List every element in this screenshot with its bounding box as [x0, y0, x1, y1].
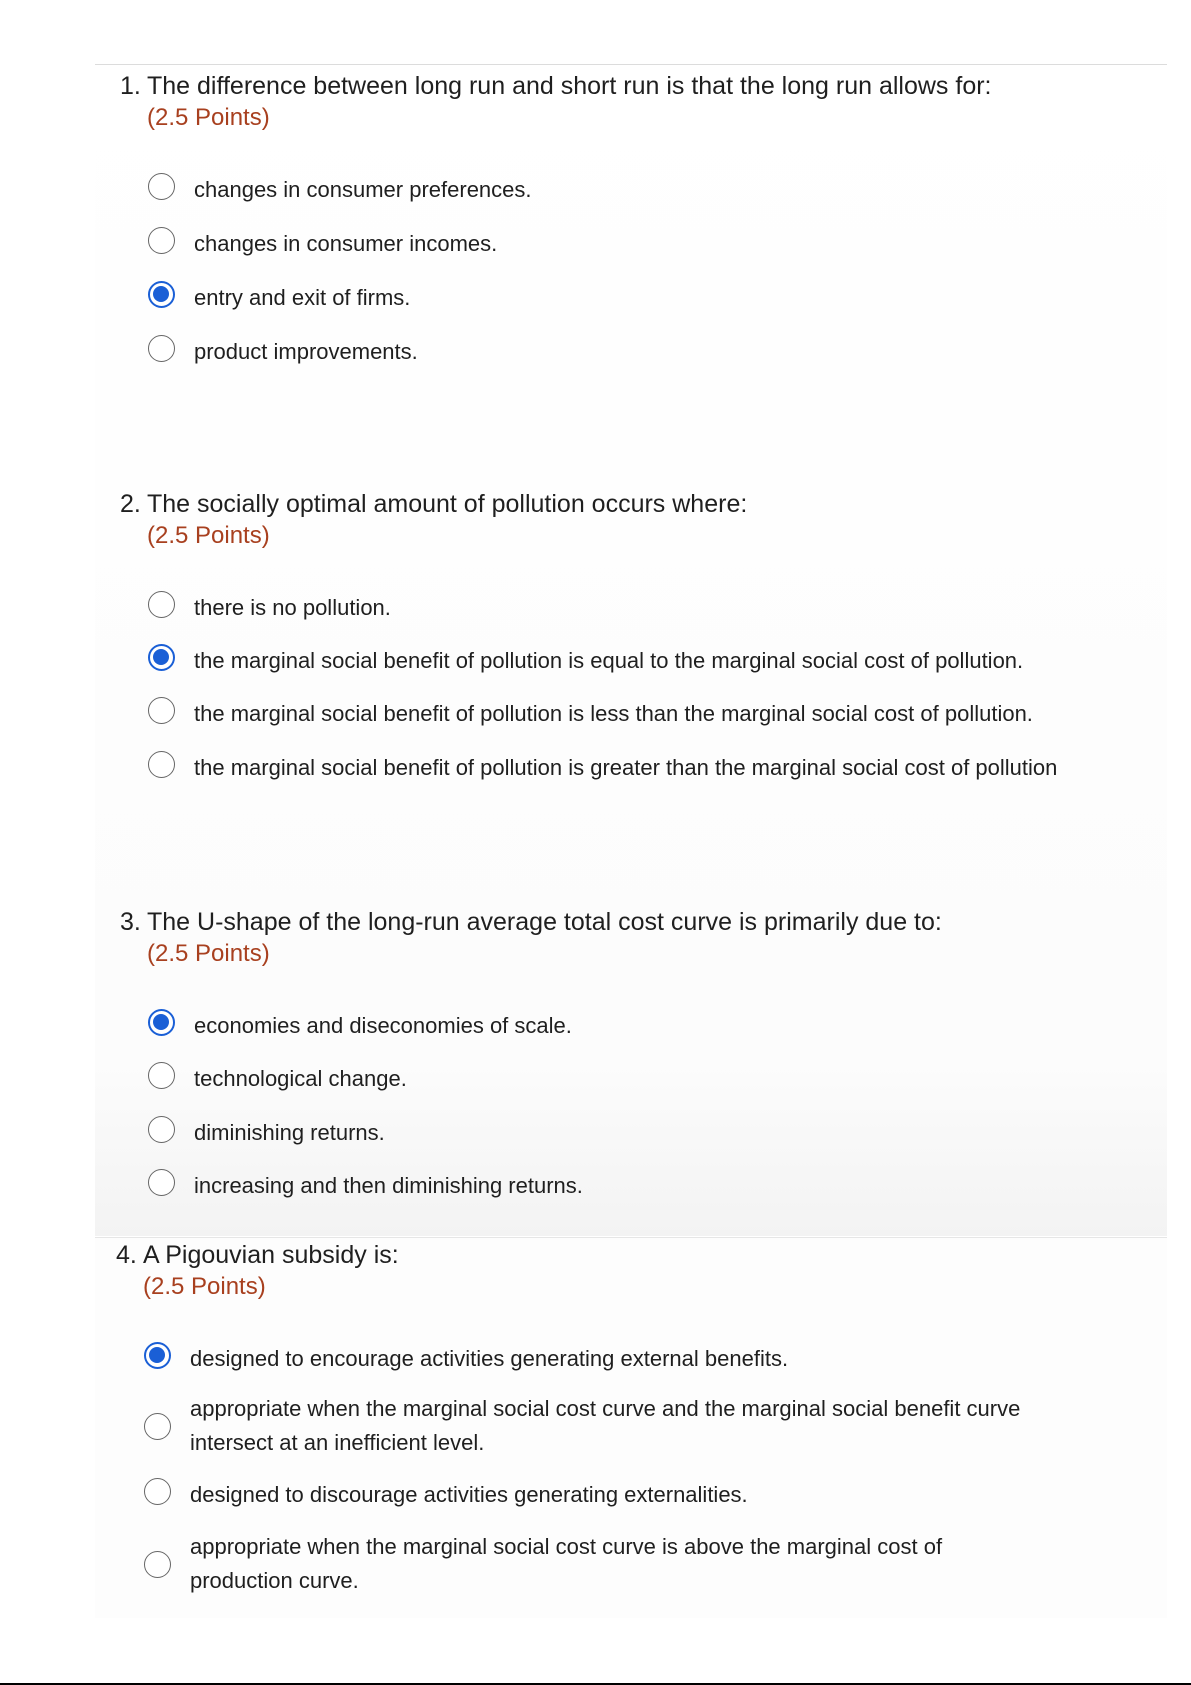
radio-button-icon[interactable] — [148, 173, 175, 200]
question-text: The difference between long run and short run is that the long run allows for: — [147, 72, 992, 100]
radio-button-icon[interactable] — [148, 335, 175, 362]
question-points: (2.5 Points) — [147, 522, 270, 549]
question-text: The socially optimal amount of pollution occurs where: — [147, 490, 748, 518]
option-label: there is no pollution. — [194, 595, 391, 620]
option-label: the marginal social benefit of pollution is greater than the marginal social cost of pollution — [194, 755, 1058, 780]
answer-option[interactable] — [148, 1169, 583, 1203]
option-label: appropriate when the marginal social cost curve is above the marginal cost of production curve. — [190, 1534, 943, 1593]
question-text: The U-shape of the long-run average total cost curve is primarily due to: — [147, 908, 942, 936]
radio-button-icon[interactable] — [148, 751, 175, 778]
question-number: 1. — [120, 72, 141, 100]
radio-button-selected-icon[interactable] — [148, 644, 175, 671]
question-1 — [120, 70, 992, 364]
answer-option[interactable] — [148, 751, 1057, 785]
radio-button-icon[interactable] — [148, 591, 175, 618]
radio-button-icon[interactable] — [148, 1116, 175, 1143]
answer-option[interactable] — [144, 1392, 1090, 1460]
option-label: the marginal social benefit of pollution is less than the marginal social cost of pollution. — [194, 701, 1033, 726]
radio-button-selected-icon[interactable] — [148, 1009, 175, 1036]
question-title — [120, 906, 942, 938]
answer-option[interactable] — [148, 227, 497, 261]
answer-option[interactable] — [148, 697, 1033, 731]
option-label: designed to discourage activities generating externalities. — [190, 1482, 748, 1507]
radio-button-icon[interactable] — [144, 1551, 171, 1578]
question-3 — [120, 906, 942, 1198]
answer-option[interactable] — [148, 1116, 385, 1150]
answer-option[interactable] — [148, 1009, 572, 1043]
answer-option[interactable] — [148, 281, 410, 315]
option-label: changes in consumer incomes. — [194, 231, 498, 256]
question-text: A Pigouvian subsidy is: — [143, 1241, 399, 1269]
answer-option[interactable] — [148, 1062, 407, 1096]
option-label: entry and exit of firms. — [194, 285, 411, 310]
option-label: designed to encourage activities generating external benefits. — [190, 1346, 789, 1371]
option-label: changes in consumer preferences. — [194, 177, 532, 202]
option-label: product improvements. — [194, 339, 418, 364]
top-divider — [95, 64, 1167, 65]
radio-button-icon[interactable] — [148, 697, 175, 724]
radio-button-icon[interactable] — [148, 1169, 175, 1196]
answer-option[interactable] — [148, 591, 391, 625]
radio-button-icon[interactable] — [148, 1062, 175, 1089]
option-label: technological change. — [194, 1066, 407, 1091]
option-label: appropriate when the marginal social cost curve and the marginal social benefit curve intersect at an inefficient level. — [190, 1396, 1021, 1455]
question-points: (2.5 Points) — [147, 940, 270, 967]
question-number: 3. — [120, 908, 141, 936]
question-points: (2.5 Points) — [147, 104, 270, 131]
answer-option[interactable] — [144, 1342, 788, 1376]
radio-button-icon[interactable] — [144, 1478, 171, 1505]
question-title — [116, 1239, 399, 1271]
answer-option[interactable] — [144, 1478, 748, 1512]
question-number: 2. — [120, 490, 141, 518]
option-label: diminishing returns. — [194, 1120, 385, 1145]
question-number: 4. — [116, 1241, 137, 1269]
answer-option[interactable] — [144, 1530, 1010, 1598]
radio-button-selected-icon[interactable] — [148, 281, 175, 308]
option-label: increasing and then diminishing returns. — [194, 1173, 583, 1198]
question-title — [120, 70, 992, 102]
question-4 — [116, 1239, 1021, 1593]
option-label: economies and diseconomies of scale. — [194, 1013, 572, 1038]
option-label: the marginal social benefit of pollution is equal to the marginal social cost of pollution. — [194, 648, 1024, 673]
radio-button-selected-icon[interactable] — [144, 1342, 171, 1369]
question-points: (2.5 Points) — [143, 1273, 266, 1300]
radio-button-icon[interactable] — [148, 227, 175, 254]
radio-button-icon[interactable] — [144, 1413, 171, 1440]
answer-option[interactable] — [148, 335, 418, 369]
answer-option[interactable] — [148, 173, 532, 207]
answer-option[interactable] — [148, 644, 1023, 678]
question-title — [120, 488, 747, 520]
question-2 — [120, 488, 1058, 780]
